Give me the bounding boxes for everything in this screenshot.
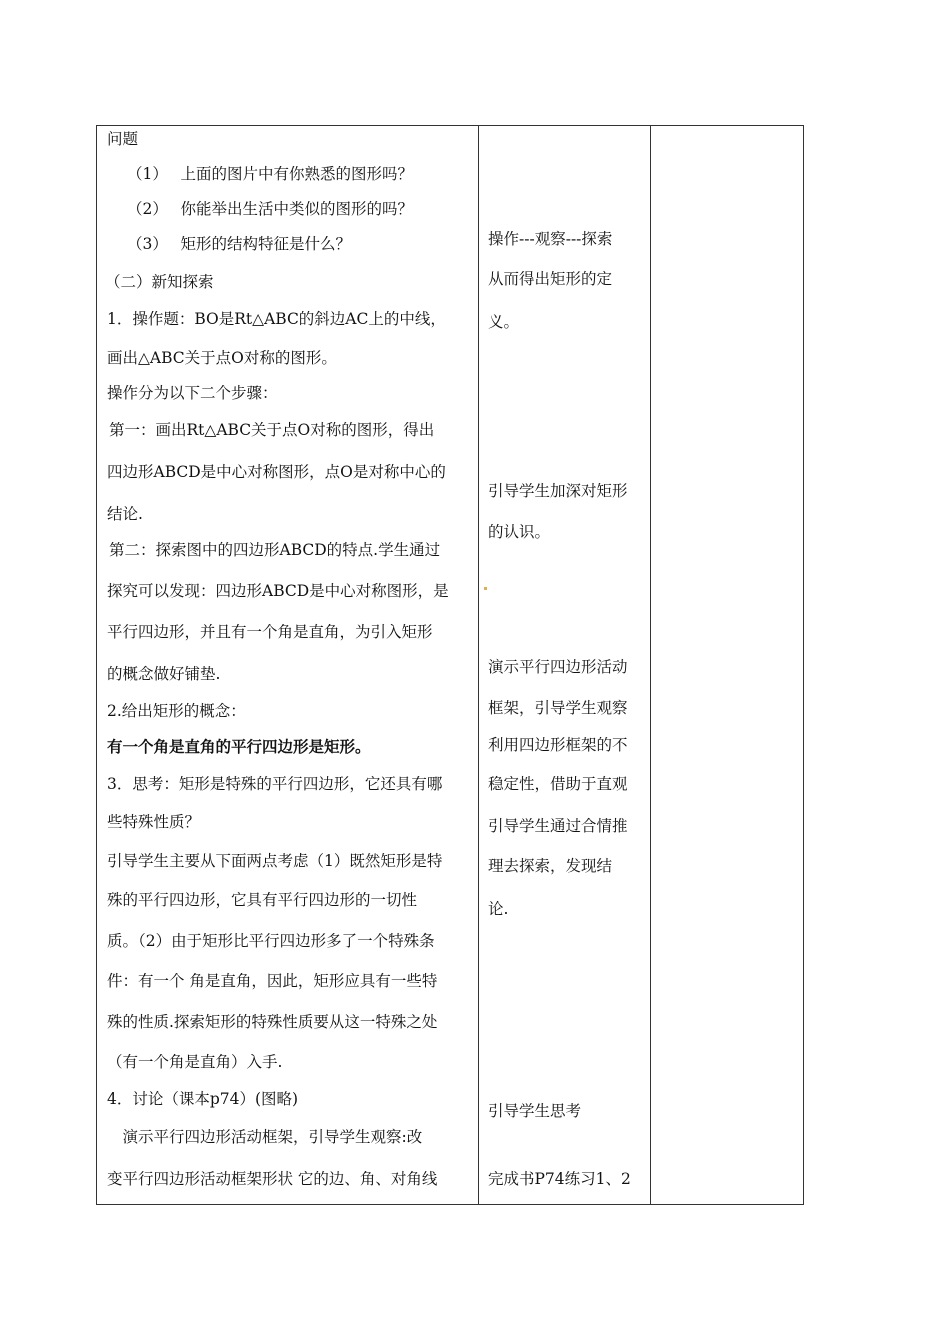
text-line: 论. [488, 900, 509, 918]
text-line: 结论. [107, 505, 143, 523]
text-line: 理去探索，发现结 [488, 857, 613, 875]
text-line: 件：有一个 角是直角，因此，矩形应具有一些特 [107, 972, 438, 990]
text-line: 变平行四边形活动框架形状 它的边、角、对角线 [107, 1170, 438, 1188]
text-line: （有一个角是直角）入手. [107, 1053, 283, 1071]
text-line: 1．操作题：BO是Rt△ABC的斜边AC上的中线， [107, 310, 446, 328]
text-line: 的概念做好铺垫. [107, 665, 221, 683]
text-line: 问题 [107, 130, 139, 148]
right-column [651, 126, 804, 1204]
text-line: 操作---观察---探索 [488, 230, 613, 248]
text-line: 些特殊性质？ [107, 813, 201, 831]
text-line: （3） 矩形的结构特征是什么？ [127, 235, 352, 253]
definition-bold: 有一个角是直角的平行四边形是矩形。 [107, 737, 371, 756]
text-line: 操作分为以下二个步骤： [107, 384, 278, 402]
text-line: （2） 你能举出生活中类似的图形的吗？ [127, 200, 414, 218]
text-line: 引导学生主要从下面两点考虑（1）既然矩形是特 [107, 852, 443, 870]
section-heading: （二）新知探索 [105, 273, 214, 291]
text-line: 2.给出矩形的概念： [107, 702, 246, 720]
text-line: 引导学生思考 [488, 1102, 582, 1120]
text-line: 演示平行四边形活动 [488, 658, 628, 676]
lesson-table [96, 125, 804, 1205]
text-line: 探究可以发现：四边形ABCD是中心对称图形，是 [107, 582, 449, 600]
text-line: 平行四边形，并且有一个角是直角，为引入矩形 [107, 623, 433, 641]
text-line: 引导学生通过合情推 [488, 817, 628, 835]
text-line: 从而得出矩形的定 [488, 270, 613, 288]
stray-mark [484, 587, 487, 590]
text-line: 殊的性质.探索矩形的特殊性质要从这一特殊之处 [107, 1013, 438, 1031]
text-line: 4．讨论（课本p74）(图略) [107, 1090, 299, 1108]
text-line: 殊的平行四边形，它具有平行四边形的一切性 [107, 891, 418, 909]
text-line: 3．思考：矩形是特殊的平行四边形，它还具有哪 [107, 775, 443, 793]
text-line: 义。 [488, 313, 520, 331]
text-line: 引导学生加深对矩形 [488, 482, 628, 500]
text-line: 四边形ABCD是中心对称图形，点O是对称中心的 [107, 463, 446, 481]
text-line: 质。（2）由于矩形比平行四边形多了一个特殊条 [107, 932, 435, 950]
text-line: （1） 上面的图片中有你熟悉的图形吗？ [127, 165, 414, 183]
text-line: 演示平行四边形活动框架，引导学生观察:改 [107, 1128, 423, 1146]
text-line: 框架，引导学生观察 [488, 699, 628, 717]
text-line: 的认识。 [488, 523, 551, 541]
text-line: 完成书P74练习1、2 [488, 1170, 631, 1188]
column-divider-1 [478, 126, 479, 1204]
text-line: 利用四边形框架的不 [488, 736, 628, 754]
text-line: 稳定性，借助于直观 [488, 775, 628, 793]
text-line: 第二：探索图中的四边形ABCD的特点.学生通过 [109, 541, 441, 559]
text-line: 第一：画出Rt△ABC关于点O对称的图形，得出 [109, 421, 435, 439]
text-line: 画出△ABC关于点O对称的图形。 [107, 349, 337, 367]
